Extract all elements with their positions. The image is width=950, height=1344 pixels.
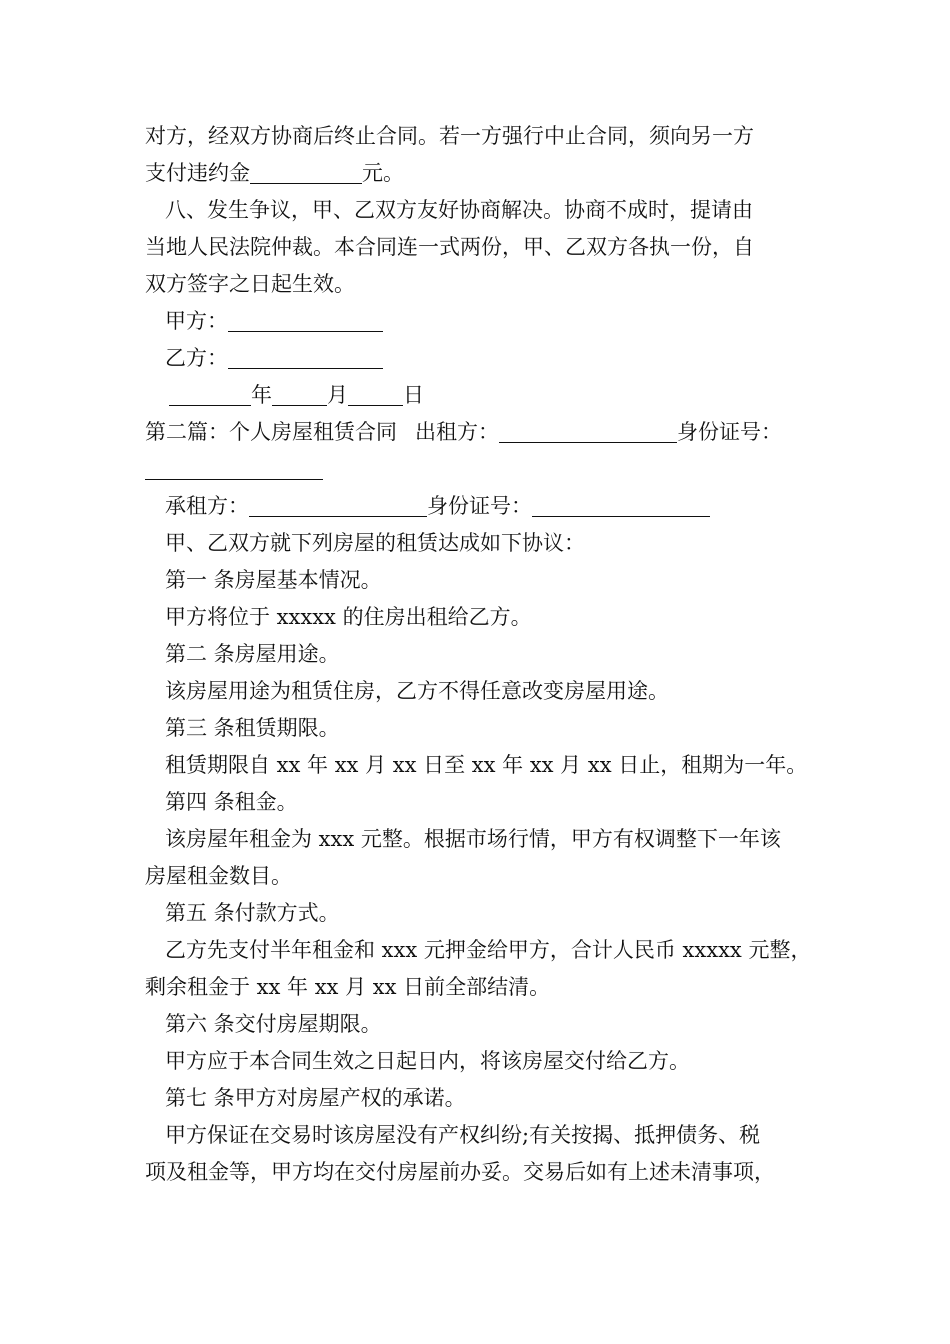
month-label: 月 xyxy=(327,383,348,407)
day-label: 日 xyxy=(403,383,424,407)
party-b-label: 乙方： xyxy=(165,346,228,370)
text-line: 该房屋年租金为 xxx 元整。根据市场行情，甲方有权调整下一年该 xyxy=(165,827,781,851)
lessee-line xyxy=(145,488,835,525)
day-blank[interactable] xyxy=(348,379,403,406)
text-line: 租赁期限自 xx 年 xx 月 xx 日至 xx 年 xx 月 xx 日止，租期为一年。 xyxy=(165,753,808,777)
penalty-line xyxy=(145,155,835,192)
date-line xyxy=(145,377,835,414)
party-a-blank[interactable] xyxy=(228,305,383,332)
text-line: 当地人民法院仲裁。本合同连一式两份，甲、乙双方各执一份，自 xyxy=(145,235,754,259)
year-label: 年 xyxy=(251,383,272,407)
lessor-label: 出租方： xyxy=(415,420,499,444)
text-line: 房屋租金数目。 xyxy=(145,864,292,888)
text-fragment: 元。 xyxy=(362,161,404,185)
clause-heading: 第六 条交付房屋期限。 xyxy=(165,1012,382,1036)
lessor-id-line xyxy=(145,451,835,488)
party-b-signature-line xyxy=(145,340,835,377)
lessee-id-label: 身份证号： xyxy=(427,494,532,518)
text-line: 该房屋用途为租赁住房，乙方不得任意改变房屋用途。 xyxy=(165,679,669,703)
lessee-blank[interactable] xyxy=(249,490,427,517)
text-line: 项及租金等，甲方均在交付房屋前办妥。交易后如有上述未清事项， xyxy=(145,1160,775,1184)
lessor-id-blank[interactable] xyxy=(145,453,323,480)
clause-heading: 第三 条租赁期限。 xyxy=(165,716,340,740)
lessee-id-blank[interactable] xyxy=(532,490,710,517)
text-line: 双方签字之日起生效。 xyxy=(145,272,355,296)
penalty-amount-blank[interactable] xyxy=(250,157,362,184)
clause-heading: 第七 条甲方对房屋产权的承诺。 xyxy=(165,1086,466,1110)
year-blank[interactable] xyxy=(169,379,251,406)
section-title-line xyxy=(145,414,835,451)
lessor-id-label: 身份证号： xyxy=(677,420,782,444)
lessor-blank[interactable] xyxy=(499,416,677,443)
text-fragment: 支付违约金 xyxy=(145,161,250,185)
party-b-blank[interactable] xyxy=(228,342,383,369)
party-a-signature-line xyxy=(145,303,835,340)
text-line: 甲、乙双方就下列房屋的租赁达成如下协议： xyxy=(165,531,585,555)
party-a-label: 甲方： xyxy=(165,309,228,333)
text-line: 甲方将位于 xxxxx 的住房出租给乙方。 xyxy=(165,605,532,629)
document-body xyxy=(145,118,835,1191)
clause-heading: 第五 条付款方式。 xyxy=(165,901,340,925)
clause-heading: 第四 条租金。 xyxy=(165,790,298,814)
clause-heading: 第二 条房屋用途。 xyxy=(165,642,340,666)
text-line: 八、发生争议，甲、乙双方友好协商解决。协商不成时，提请由 xyxy=(165,198,753,222)
text-line: 剩余租金于 xx 年 xx 月 xx 日前全部结清。 xyxy=(145,975,551,999)
section-title: 第二篇：个人房屋租赁合同 xyxy=(145,420,397,444)
text-line: 对方，经双方协商后终止合同。若一方强行中止合同，须向另一方 xyxy=(145,124,754,148)
month-blank[interactable] xyxy=(272,379,327,406)
text-line: 甲方应于本合同生效之日起日内，将该房屋交付给乙方。 xyxy=(165,1049,690,1073)
clause-heading: 第一 条房屋基本情况。 xyxy=(165,568,382,592)
text-line: 乙方先支付半年租金和 xxx 元押金给甲方，合计人民币 xxxxx 元整， xyxy=(165,938,812,962)
lessee-label: 承租方： xyxy=(165,494,249,518)
text-line: 甲方保证在交易时该房屋没有产权纠纷;有关按揭、抵押债务、税 xyxy=(165,1123,761,1147)
